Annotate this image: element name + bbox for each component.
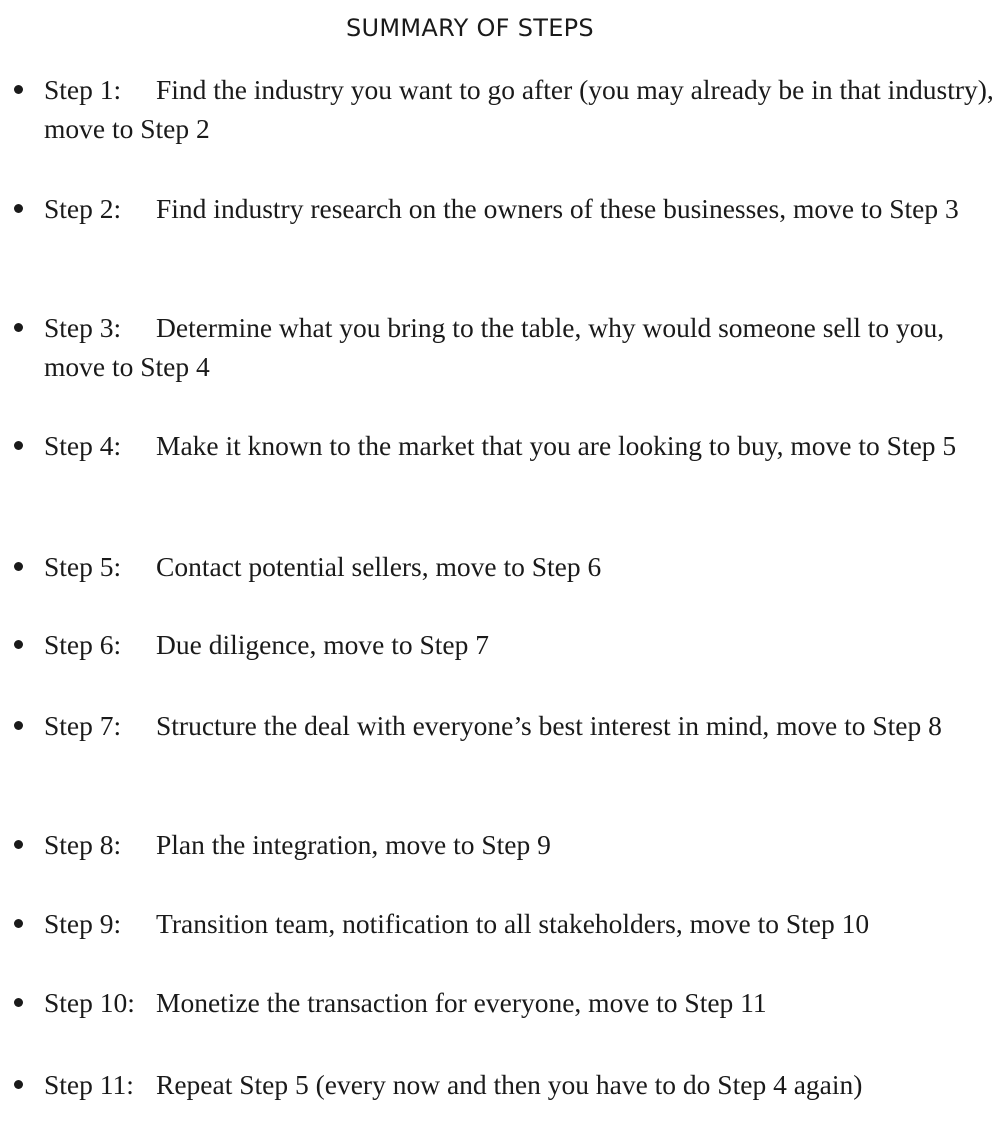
list-item-step-5: [0, 547, 1000, 586]
bullet-icon: [14, 323, 23, 332]
list-item-step-2: [0, 189, 1000, 228]
list-item-step-8: [0, 825, 1000, 864]
step-label: Step 1:: [44, 74, 122, 105]
step-text: Find the industry you want to go after (you may already be in that industry), move to Step 2: [44, 74, 994, 144]
bullet-icon: [14, 640, 23, 649]
bullet-icon: [14, 721, 23, 730]
bullet-icon: [14, 85, 23, 94]
list-item-step-1: [0, 70, 1000, 148]
step-text: Plan the integration, move to Step 9: [156, 829, 551, 860]
list-item-step-4: [0, 426, 1000, 465]
step-label: Step 6:: [44, 629, 122, 660]
step-label: Step 4:: [44, 430, 122, 461]
list-item-step-7: [0, 706, 1000, 745]
bullet-icon: [14, 204, 23, 213]
step-label: Step 5:: [44, 551, 122, 582]
list-item-step-3: [0, 308, 1000, 386]
step-text: Due diligence, move to Step 7: [156, 629, 489, 660]
step-label: Step 10:: [44, 987, 135, 1018]
bullet-icon: [14, 441, 23, 450]
step-text: Structure the deal with everyone’s best interest in mind, move to Step 8: [156, 710, 942, 741]
step-text: Contact potential sellers, move to Step 6: [156, 551, 602, 582]
step-label: Step 3:: [44, 312, 122, 343]
step-text: Find industry research on the owners of these businesses, move to Step 3: [156, 193, 959, 224]
step-label: Step 7:: [44, 710, 122, 741]
step-text: Monetize the transaction for everyone, move to Step 11: [156, 987, 767, 1018]
step-text: Repeat Step 5 (every now and then you have to do Step 4 again): [156, 1069, 863, 1100]
list-item-step-9: [0, 904, 1000, 943]
step-text: Transition team, notification to all stakeholders, move to Step 10: [156, 908, 870, 939]
step-label: Step 2:: [44, 193, 122, 224]
step-label: Step 8:: [44, 829, 122, 860]
step-label: Step 9:: [44, 908, 122, 939]
page-title: SUMMARY OF STEPS: [346, 14, 594, 42]
bullet-icon: [14, 1080, 23, 1089]
bullet-icon: [14, 919, 23, 928]
list-item-step-6: [0, 625, 1000, 664]
list-item-step-11: [0, 1065, 1000, 1104]
step-label: Step 11:: [44, 1069, 134, 1100]
step-text: Make it known to the market that you are looking to buy, move to Step 5: [156, 430, 957, 461]
bullet-icon: [14, 998, 23, 1007]
bullet-icon: [14, 562, 23, 571]
list-item-step-10: [0, 983, 1000, 1022]
bullet-icon: [14, 840, 23, 849]
step-text: Determine what you bring to the table, why would someone sell to you, move to Step 4: [44, 312, 945, 382]
